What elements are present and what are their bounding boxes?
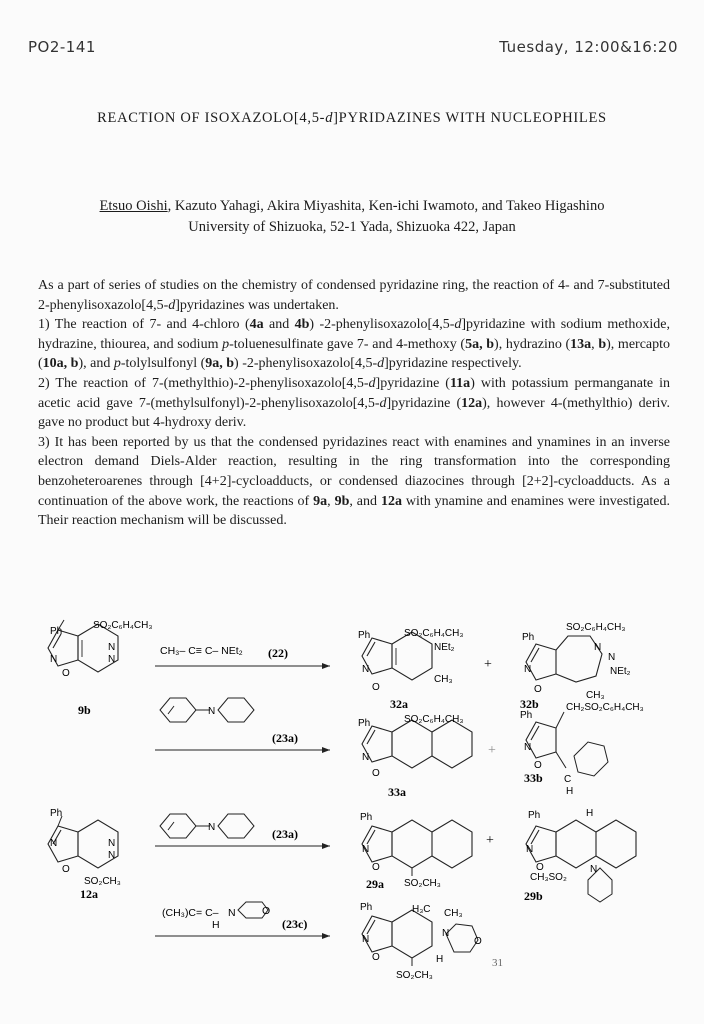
compound-label-32a: 32a (390, 697, 408, 711)
text-run: ), hydrazino ( (494, 336, 571, 352)
hydrogen-label: H (212, 919, 220, 931)
author-list (0, 196, 704, 217)
text-run: ), mercapto ( (38, 336, 671, 372)
text-run: ]pyridazine respectively. (384, 356, 522, 372)
compound-ref: 13a (570, 336, 592, 352)
reaction-arrow-4 (155, 902, 330, 936)
product-32a (358, 628, 463, 711)
phenyl-label: Ph (358, 718, 371, 729)
starting-material-9b (48, 620, 152, 717)
methyl-label: H₃C (412, 904, 431, 915)
reaction-arrow-2 (155, 698, 330, 750)
product-morpholine-adduct (360, 902, 482, 981)
starting-material-12a (48, 808, 121, 901)
session-time: Tuesday, 12:00&16:20 (499, 38, 678, 56)
phenyl-label: Ph (360, 812, 373, 823)
phenyl-label: Ph (50, 626, 63, 637)
oxygen-label: O (62, 668, 70, 679)
nitrogen-label: N (108, 850, 116, 861)
nitrogen-label: N (442, 928, 450, 939)
abstract-item-3 (38, 433, 670, 531)
methyl-label: CH₃ (586, 690, 605, 701)
carbon-label: C (564, 774, 572, 785)
compound-label-29b: 29b (524, 889, 543, 903)
enamine-reagent: (CH₃)C= C– (162, 907, 219, 919)
substituent-label: SO₂C₆H₄CH₃ (404, 628, 464, 639)
nitrogen-label: N (590, 864, 598, 875)
compound-label-32b: 32b (520, 697, 539, 711)
phenyl-label: Ph (360, 902, 373, 913)
substituent-label: CH₃SO₂ (530, 872, 567, 883)
compound-ref: 12a (461, 395, 483, 411)
title-part: ]PYRIDAZINES WITH NUCLEOPHILES (333, 110, 607, 126)
hydrogen-label: H (566, 786, 574, 797)
text-run: ) -2-phenylisoxazolo[4,5- (309, 317, 455, 333)
nitrogen-label: N (362, 752, 370, 763)
text-italic: d (377, 356, 385, 372)
compound-label-12a: 12a (80, 887, 98, 901)
reagent-code: (23c) (282, 917, 308, 931)
substituent-label: SO₂CH₃ (404, 878, 441, 889)
oxygen-label: O (534, 684, 542, 695)
author-block (0, 196, 704, 238)
diethylamino-label: NEt₂ (434, 642, 455, 653)
ynamine-reagent: CH₃– C≡ C– NEt₂ (160, 645, 243, 657)
compound-ref: 9a, b (205, 356, 235, 372)
nitrogen-label: N (108, 654, 116, 665)
reaction-arrow-3 (155, 814, 330, 846)
methyl-label: CH₃ (434, 674, 453, 685)
compound-ref: 5a, b (465, 336, 495, 352)
abstract-intro (38, 276, 670, 315)
nitrogen-label: N (108, 838, 116, 849)
oxygen-label: O (62, 864, 70, 875)
compound-ref: 4b (294, 317, 310, 333)
abstract-item-2 (38, 374, 670, 433)
reaction-scheme (0, 610, 704, 1010)
text-italic: d (454, 317, 462, 333)
text-run: ) with potassium permanganate in acetic acid gave 7-(methylsulfonyl)-2-phenylisoxazolo[4,5- (38, 375, 670, 411)
text-run: 3) It has been reported by us that the condensed pyridazines react with enamines and ynamines in an inverse electron demand Diels-Alder reaction, resulting in the ring transformation into the corresponding benzoheteroarenes through [4+2]-cycloadducts, or condensed diazocines through [2+2]-cycloadducts. As a continuation of the above work, the reactions of (38, 434, 670, 509)
nitrogen-label: N (608, 652, 616, 663)
product-33a (358, 714, 472, 799)
text-run: , (327, 493, 335, 509)
poster-code: PO2-141 (28, 38, 96, 56)
diethylamino-label: NEt₂ (610, 666, 631, 677)
text-italic: p (222, 336, 230, 352)
text-run: As a part of series of studies on the chemistry of condensed pyridazine ring, the reaction of 4- and 7-substituted 2-phenylisoxazolo[4,5- (38, 278, 670, 313)
text-run: with ynamine and enamines were investigated. Their reaction mechanism will be discussed. (38, 493, 671, 529)
reaction-arrow-1 (155, 645, 330, 666)
oxygen-label: O (372, 862, 380, 873)
substituent-label: SO₂C₆H₄CH₃ (93, 620, 153, 631)
substituent-label: CH₂SO₂C₆H₄CH₃ (566, 702, 644, 713)
phenyl-label: Ph (528, 810, 541, 821)
text-run: , (591, 336, 599, 352)
text-run: ), however 4-(methylthio) deriv. gave no product but 4-hydroxy deriv. (38, 395, 670, 431)
text-run: ), and (78, 356, 114, 372)
text-run: , and (349, 493, 381, 509)
nitrogen-label: N (208, 706, 216, 717)
abstract-item-1 (38, 315, 670, 374)
reagent-code: (23a) (272, 731, 298, 745)
text-run: 1) The reaction of 7- and 4-chloro ( (38, 317, 250, 333)
compound-ref: 12a (380, 493, 402, 509)
product-29b (524, 808, 636, 903)
compound-ref: 10a, b (42, 356, 79, 372)
paper-title (0, 110, 704, 127)
compound-label-29a: 29a (366, 877, 384, 891)
compound-label-33a: 33a (388, 785, 406, 799)
phenyl-label: Ph (50, 808, 63, 819)
page-number: 31 (492, 957, 503, 969)
text-run: 2) The reaction of 7-(methylthio)-2-phenylisoxazolo[4,5- (38, 375, 369, 391)
co-authors: , Kazuto Yahagi, Akira Miyashita, Ken-ichi Iwamoto, and Takeo Higashino (167, 198, 605, 214)
presenting-author: Etsuo Oishi (99, 198, 168, 214)
plus-sign: + (488, 743, 496, 758)
oxygen-label: O (474, 936, 482, 947)
reagent-code: (22) (268, 646, 288, 660)
text-run: ]pyridazine ( (375, 375, 450, 391)
text-run: ]pyridazine with sodium methoxide, hydrazine, thiourea, and sodium (38, 317, 670, 352)
substituent-label: SO₂C₆H₄CH₃ (404, 714, 464, 725)
phenyl-label: Ph (358, 630, 371, 641)
product-33b (520, 702, 644, 797)
text-italic: d (168, 297, 176, 313)
text-italic: p (113, 356, 121, 372)
nitrogen-label: N (524, 664, 532, 675)
hydrogen-label: H (586, 808, 594, 819)
compound-ref: 9b (334, 493, 350, 509)
nitrogen-label: N (50, 654, 58, 665)
text-run: ]pyridazine ( (386, 395, 462, 411)
nitrogen-label: N (208, 822, 216, 833)
compound-ref: b (598, 336, 607, 352)
title-part: REACTION OF ISOXAZOLO[4,5- (97, 110, 326, 126)
plus-sign: + (484, 657, 492, 672)
substituent-label: SO₂C₆H₄CH₃ (566, 622, 626, 633)
compound-ref: 9a (313, 493, 328, 509)
product-32b (520, 622, 631, 711)
plus-sign: + (486, 833, 494, 848)
text-run: -toluenesulfinate gave 7- and 4-methoxy ( (229, 336, 466, 352)
compound-label-33b: 33b (524, 771, 543, 785)
nitrogen-label: N (108, 642, 116, 653)
hydrogen-label: H (436, 954, 444, 965)
oxygen-label: O (372, 768, 380, 779)
nitrogen-label: N (526, 844, 534, 855)
compound-ref: 11a (449, 375, 471, 391)
text-run: ]pyridazines was undertaken. (175, 297, 339, 313)
text-run: and (263, 317, 295, 333)
oxygen-label: O (262, 905, 271, 917)
nitrogen-label: N (362, 844, 370, 855)
nitrogen-label: N (594, 642, 602, 653)
abstract (38, 276, 670, 531)
affiliation: University of Shizuoka, 52-1 Yada, Shizuoka 422, Japan (188, 219, 516, 235)
oxygen-label: O (372, 952, 380, 963)
text-run: -tolylsulfonyl ( (120, 356, 206, 372)
methyl-label: CH₃ (444, 908, 463, 919)
text-italic: d (379, 395, 387, 411)
substituent-label: SO₂CH₃ (396, 970, 433, 981)
title-italic: d (325, 110, 334, 126)
nitrogen-label: N (228, 907, 236, 919)
substituent-label: SO₂CH₃ (84, 876, 121, 887)
nitrogen-label: N (362, 664, 370, 675)
product-29a (360, 812, 472, 891)
nitrogen-label: N (524, 742, 532, 753)
text-italic: d (368, 375, 376, 391)
phenyl-label: Ph (520, 710, 533, 721)
compound-ref: 4a (249, 317, 264, 333)
nitrogen-label: N (50, 838, 58, 849)
oxygen-label: O (536, 862, 544, 873)
phenyl-label: Ph (522, 632, 535, 643)
reagent-code: (23a) (272, 827, 298, 841)
oxygen-label: O (372, 682, 380, 693)
text-run: ) -2-phenylisoxazolo[4,5- (234, 356, 378, 372)
compound-label-9b: 9b (78, 703, 91, 717)
nitrogen-label: N (362, 934, 370, 945)
oxygen-label: O (534, 760, 542, 771)
